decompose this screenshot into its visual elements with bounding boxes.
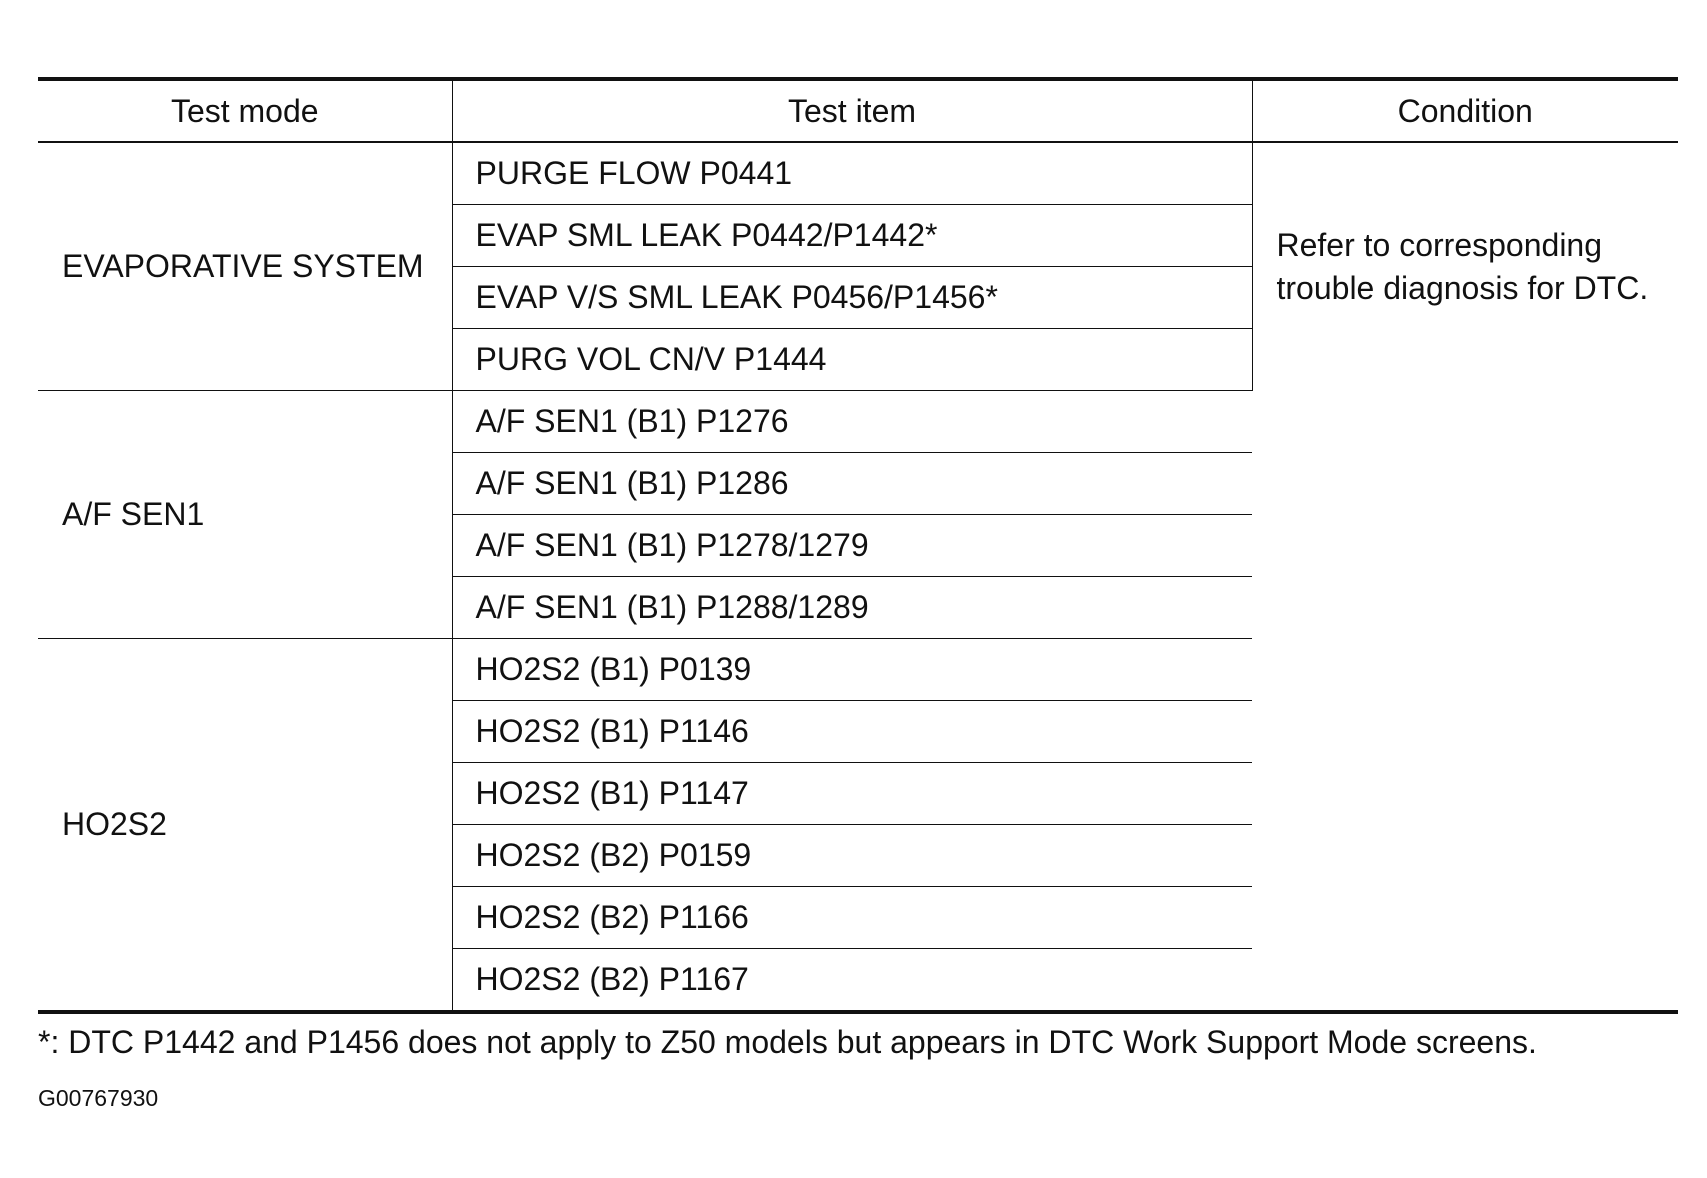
group-evaporative-system (38, 142, 1678, 391)
table-header-row (38, 79, 1678, 142)
test-item-cell: PURG VOL CN/V P1444 (452, 329, 1252, 391)
test-item-cell: EVAP V/S SML LEAK P0456/P1456* (452, 267, 1252, 329)
test-item-cell: HO2S2 (B2) P1167 (452, 949, 1252, 1013)
footnote: *: DTC P1442 and P1456 does not apply to Z50 models but appears in DTC Work Support Mode screens. (38, 1024, 1537, 1060)
test-mode-cell: EVAPORATIVE SYSTEM (38, 142, 452, 391)
header-condition: Condition (1252, 79, 1678, 142)
test-mode-cell: HO2S2 (62, 806, 167, 842)
test-item-cell: A/F SEN1 (B1) P1288/1289 (452, 577, 1252, 639)
header-test-mode: Test mode (38, 79, 452, 142)
table-row (38, 142, 1678, 205)
test-item-cell: HO2S2 (B1) P0139 (452, 639, 1252, 701)
condition-cell: Refer to corresponding trouble diagnosis for DTC. (1252, 142, 1678, 391)
figure-id: G00767930 (38, 1085, 159, 1111)
test-item-cell: A/F SEN1 (B1) P1276 (452, 391, 1252, 453)
test-item-cell: HO2S2 (B1) P1146 (452, 701, 1252, 763)
test-item-cell: A/F SEN1 (B1) P1286 (452, 453, 1252, 515)
header-test-item: Test item (452, 79, 1252, 142)
test-item-cell: HO2S2 (B2) P1166 (452, 887, 1252, 949)
test-item-cell: EVAP SML LEAK P0442/P1442* (452, 205, 1252, 267)
group-af-sen1 (38, 391, 1678, 639)
test-item-cell: PURGE FLOW P0441 (452, 142, 1252, 205)
test-mode-cell: A/F SEN1 (38, 391, 452, 639)
table-row (38, 639, 1678, 701)
test-item-cell: HO2S2 (B1) P1147 (452, 763, 1252, 825)
dtc-work-support-table (38, 77, 1678, 1014)
test-item-cell: HO2S2 (B2) P0159 (452, 825, 1252, 887)
group-ho2s2 (38, 639, 1678, 1013)
test-item-cell: A/F SEN1 (B1) P1278/1279 (452, 515, 1252, 577)
table-row (38, 391, 1678, 453)
